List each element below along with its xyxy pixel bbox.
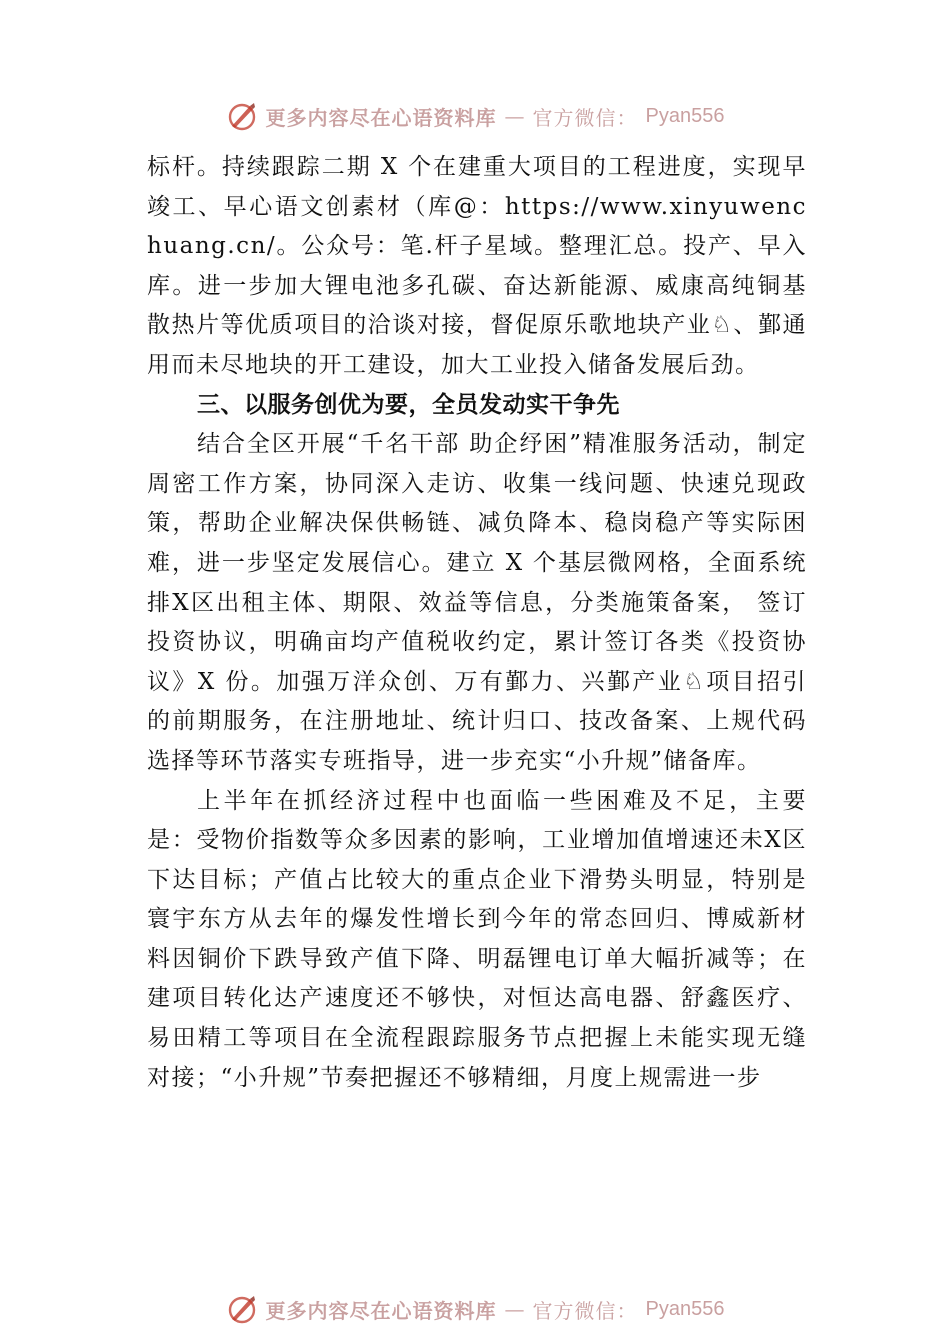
header-banner [0, 96, 950, 136]
banner-separator: — [504, 1297, 525, 1321]
document-body [147, 148, 807, 1098]
brand-logo-icon [226, 100, 258, 132]
banner-separator: — [504, 104, 525, 128]
banner-wechat-label: 官方微信： [532, 105, 638, 130]
banner-wechat-label: 官方微信： [532, 1298, 638, 1323]
paragraph-service: 结合全区开展“千名干部 助企纾困”精准服务活动，制定周密工作方案，协同深入走访、收集一线问题、快速兑现政策，帮助企业解决保供畅链、减负降本、稳岗稳产等实际困难，进一步坚定发展信心。建立 X 个基层微网格，全面系统排X区出租主体、期限、效益等信息，分类施策备案， 签订投资协议，明确亩均产值税收约定，累计签订各类《投资协议》X 份。加强万洋众创、万有鄞力、兴鄞产业♘项目招引的前期服务，在注册地址、统计归口、技改备案、上规代码选择等环节落实专班指导，进一步充实“小升规”储备库。 [147, 431, 807, 774]
banner-wechat-id: Pyan556 [645, 104, 725, 127]
banner-wechat-id: Pyan556 [645, 1297, 725, 1320]
section-heading-3: 三、以服务创优为要，全员发动实干争先 [197, 391, 620, 418]
banner-text: 更多内容尽在心语资料库 [265, 1298, 497, 1323]
banner-text: 更多内容尽在心语资料库 [265, 105, 497, 130]
paragraph-continued: 标杆。持续跟踪二期 X 个在建重大项目的工程进度，实现早竣工、早心语文创素材（库@：https://www.xinyuwenchuang.cn/。公众号：笔.杆子星域。整理汇总。投产、早入库。进一步加大锂电池多孔碳、奋达新能源、威康高纯铜基散热片等优质项目的洽谈对接，督促原乐歌地块产业♘、鄞通用而未尽地块的开工建设，加大工业投入储备发展后劲。 [147, 154, 807, 378]
brand-logo-icon [226, 1293, 258, 1325]
footer-banner [0, 1289, 950, 1329]
paragraph-difficulties: 上半年在抓经济过程中也面临一些困难及不足，主要是：受物价指数等众多因素的影响，工业增加值增速还未X区下达目标；产值占比较大的重点企业下滑势头明显，特别是寰宇东方从去年的爆发性增长到今年的常态回归、博威新材料因铜价下跌导致产值下降、明磊锂电订单大幅折减等；在建项目转化达产速度还不够快，对恒达高电器、舒鑫医疗、 易田精工等项目在全流程跟踪服务节点把握上未能实现无缝对接；“小升规”节奏把握还不够精细，月度上规需进一步 [147, 787, 807, 1091]
